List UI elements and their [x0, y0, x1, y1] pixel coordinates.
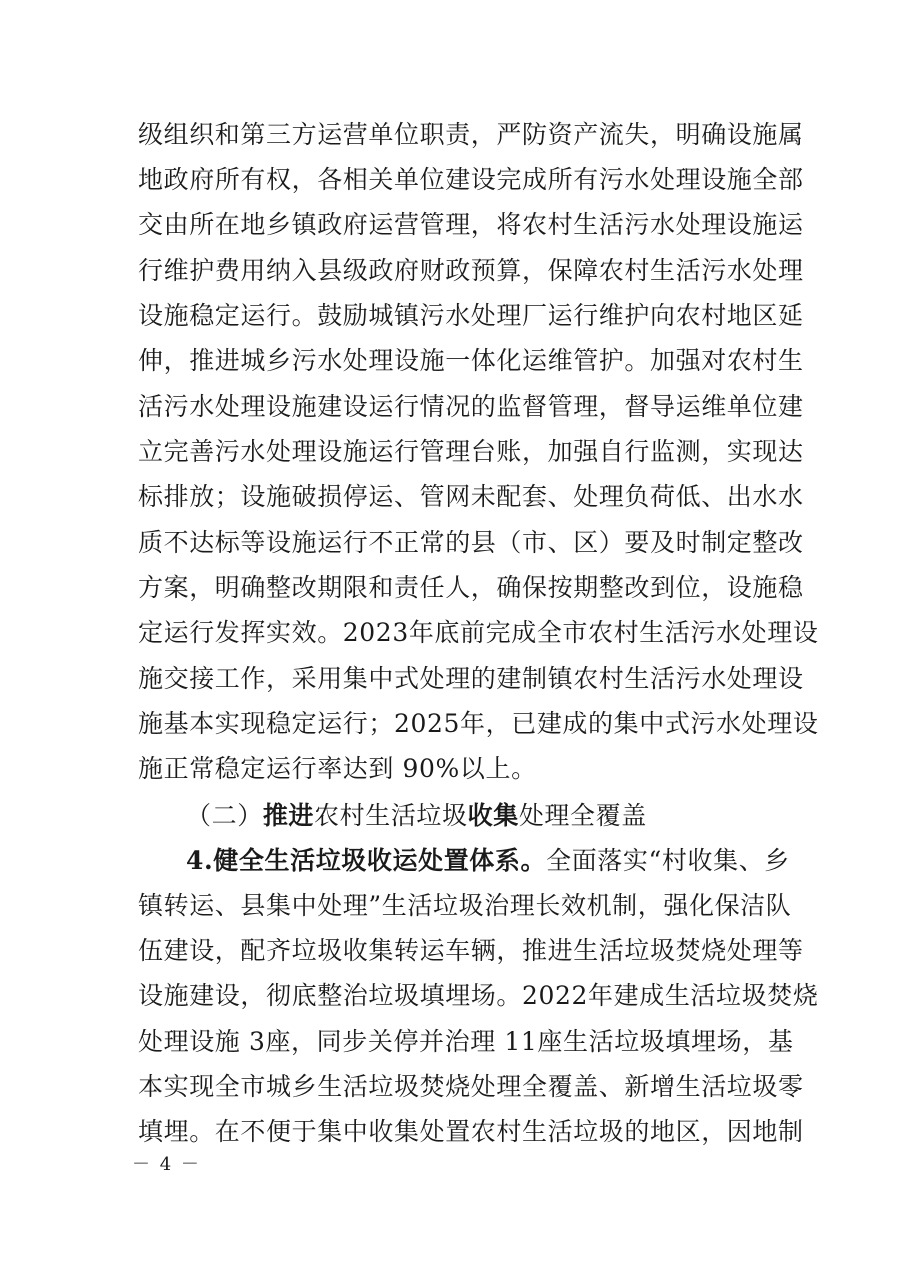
body-text-line: 伸，推进城乡污水处理设施一体化运维管护。加强对农村生 — [138, 346, 804, 375]
body-text-line: 伍建设，配齐垃圾收集转运车辆，推进生活垃圾焚烧处理等 — [138, 936, 804, 965]
section-heading-part: 收集 — [467, 801, 519, 830]
body-text-line: 活污水处理设施建设运行情况的监督管理，督导运维单位建 — [138, 392, 804, 421]
body-text-line: 填埋。在不便于集中收集处置农村生活垃圾的地区，因地制 — [138, 1117, 804, 1146]
section-heading — [186, 792, 826, 840]
body-text-line: 质不达标等设施运行不正常的县（市、区）要及时制定整改 — [138, 528, 804, 557]
section-heading-part: 农村生活垃圾 — [314, 801, 468, 830]
paragraph-first-line — [186, 837, 790, 885]
body-text-line: 行维护费用纳入县级政府财政预算，保障农村生活污水处理 — [138, 256, 804, 285]
section-heading-part: 处理全覆盖 — [518, 801, 647, 830]
body-text-line: 标排放；设施破损停运、管网未配套、处理负荷低、出水水 — [138, 482, 804, 511]
section-heading-part: 推进 — [262, 801, 315, 830]
body-text-line: 级组织和第三方运营单位职责，严防资产流失，明确设施属 — [138, 120, 804, 149]
body-text-line: 方案，明确整改期限和责任人，确保按期整改到位，设施稳 — [138, 573, 804, 602]
body-text-line: 施基本实现稳定运行；2025年，已建成的集中式污水处理设 — [138, 709, 819, 738]
body-text-line: 施交接工作，采用集中式处理的建制镇农村生活污水处理设 — [138, 664, 804, 693]
body-text-fragment: 全面落实“村收集、乡 — [546, 846, 790, 875]
body-text-line: 定运行发挥实效。2023年底前完成全市农村生活污水处理设 — [138, 618, 819, 647]
body-text-line: 镇转运、县集中处理”生活垃圾治理长效机制，强化保洁队 — [138, 891, 792, 920]
body-text-line: 处理设施 3座，同步关停并治理 11座生活垃圾填埋场，基 — [138, 1027, 794, 1056]
page-number: － 4 － — [132, 1154, 201, 1175]
section-heading-number: （二） — [186, 801, 263, 830]
body-text-line: 地政府所有权，各相关单位建设完成所有污水处理设施全部 — [138, 165, 804, 194]
body-text-line: 本实现全市城乡生活垃圾焚烧处理全覆盖、新增生活垃圾零 — [138, 1072, 804, 1101]
body-text-line: 施正常稳定运行率达到 90%以上。 — [138, 754, 537, 783]
body-text-line: 交由所在地乡镇政府运营管理，将农村生活污水处理设施运 — [138, 210, 804, 239]
body-text-line: 设施稳定运行。鼓励城镇污水处理厂运行维护向农村地区延 — [138, 301, 804, 330]
body-text-line: 立完善污水处理设施运行管理台账，加强自行监测，实现达 — [138, 437, 804, 466]
subsection-title: 4.健全生活垃圾收运处置体系。 — [186, 846, 547, 875]
body-text-line: 设施建设，彻底整治垃圾填埋场。2022年建成生活垃圾焚烧 — [138, 981, 819, 1010]
